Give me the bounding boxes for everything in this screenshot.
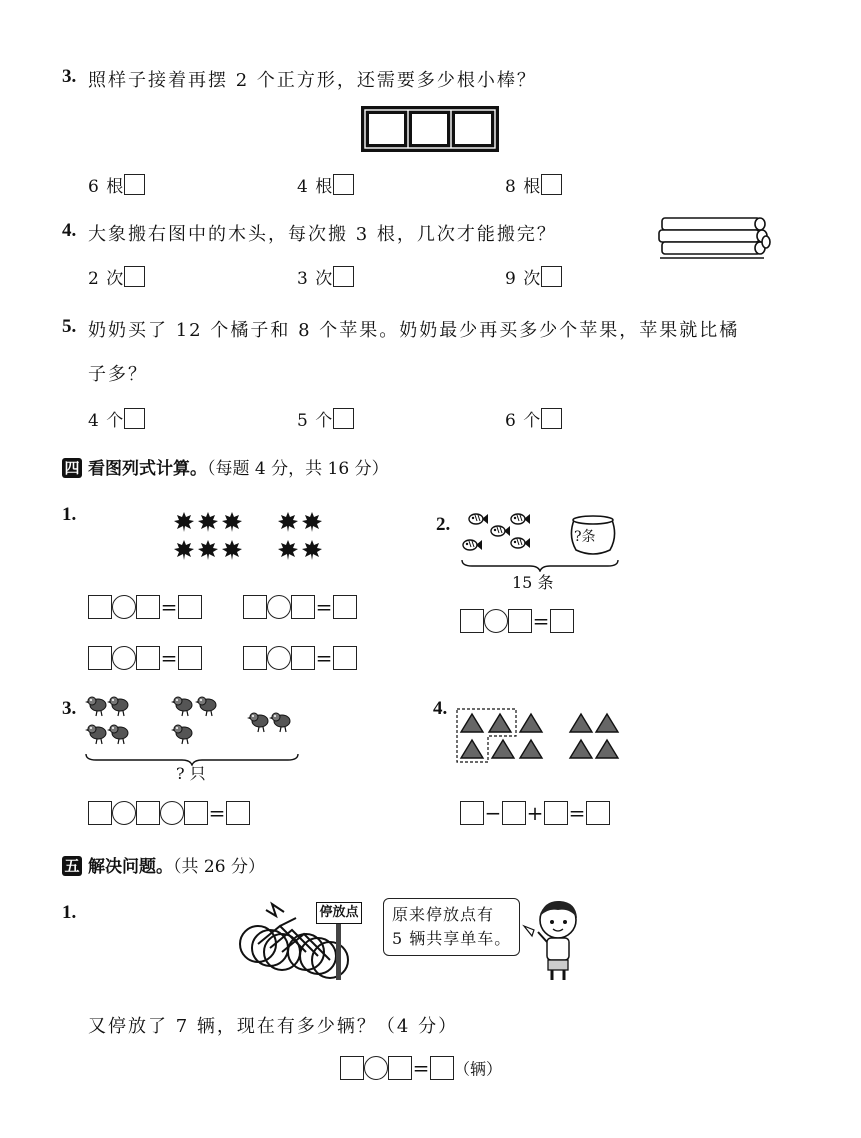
answer-box[interactable] [291,595,315,619]
parking-sign: 停放点 [316,902,362,924]
operator-circle[interactable] [267,646,291,670]
equals-sign: = [315,595,333,619]
answer-box[interactable] [586,801,610,825]
answer-box[interactable] [226,801,250,825]
q4-choice-1: 2 次 [88,264,145,289]
answer-box[interactable] [291,646,315,670]
speech-line-1: 原来停放点有 [392,905,495,924]
answer-box[interactable] [541,266,562,287]
answer-box[interactable] [340,1056,364,1080]
equals-sign: = [315,646,333,670]
s4-p4-number: 4. [433,698,448,719]
section-4-note: （每题 4 分，共 16 分） [207,459,389,479]
q4-choice-2: 3 次 [297,264,354,289]
answer-box[interactable] [333,646,357,670]
answer-box[interactable] [124,266,145,287]
unit-label: （辆） [454,1059,503,1079]
q4-number: 4. [62,220,77,241]
fish-total-label: 15 条 [512,573,554,592]
s4-p1-equation-4 [243,646,357,670]
s5-p1-number: 1. [62,902,77,923]
boy-figure [520,896,590,986]
q3-choice-3: 8 根 [505,172,562,197]
q5-text-line2: 子多？ [88,364,148,385]
s4-p3-number: 3. [62,698,77,719]
speech-bubble [383,898,520,956]
equals-sign: = [160,646,178,670]
fish-jar-label: ?条 [574,529,596,545]
operator-circle[interactable] [484,609,508,633]
equals-sign: = [208,801,226,825]
answer-box[interactable] [136,646,160,670]
section-5-title: 解决问题。 [88,857,173,877]
operator-circle[interactable] [112,801,136,825]
operator-circle[interactable] [112,646,136,670]
q4-text: 大象搬右图中的木头，每次搬 3 根，几次才能搬完？ [88,224,557,245]
operator-circle[interactable] [267,595,291,619]
section-4-badge: 四 [62,458,82,478]
answer-box[interactable] [541,408,562,429]
answer-box[interactable] [541,174,562,195]
answer-box[interactable] [184,801,208,825]
equals-sign: = [160,595,178,619]
operator-circle[interactable] [112,595,136,619]
s5-p1-question: 又停放了 7 辆，现在有多少辆？（4 分） [88,1016,459,1037]
s4-p1-number: 1. [62,504,77,525]
answer-box[interactable] [124,174,145,195]
equals-sign: = [412,1056,430,1080]
speech-line-2: 5 辆共享单车。 [392,929,512,948]
fish-figure [460,510,540,558]
triangles-figure [452,704,624,766]
q5-choice-1: 4 个 [88,406,145,431]
operator-circle[interactable] [364,1056,388,1080]
section-5-badge: 五 [62,856,82,876]
answer-box[interactable] [333,595,357,619]
answer-box[interactable] [178,646,202,670]
q5-text-line1: 奶奶买了 12 个橘子和 8 个苹果。奶奶最少再买多少个苹果，苹果就比橘 [88,320,740,341]
q4-choice-3: 9 次 [505,264,562,289]
answer-box[interactable] [460,801,484,825]
answer-box[interactable] [243,595,267,619]
section-5-heading [62,852,265,877]
s4-p3-equation [88,801,250,825]
q3-number: 3. [62,66,77,87]
answer-box[interactable] [508,609,532,633]
answer-box[interactable] [88,646,112,670]
answer-box[interactable] [88,595,112,619]
s4-p1-equation-1 [88,595,202,619]
answer-box[interactable] [460,609,484,633]
q3-choice-1: 6 根 [88,172,145,197]
answer-box[interactable] [136,801,160,825]
answer-box[interactable] [243,646,267,670]
answer-box[interactable] [388,1056,412,1080]
equals-sign: = [568,801,586,825]
section-4-title: 看图列式计算。 [88,459,207,479]
logs-figure [656,212,772,264]
answer-box[interactable] [550,609,574,633]
answer-box[interactable] [124,408,145,429]
birds-total-label: ? 只 [176,764,206,783]
plus-sign: + [526,801,544,825]
q3-choice-2: 4 根 [297,172,354,197]
minus-sign: − [484,801,502,825]
s4-p2-equation [460,609,574,633]
s4-p4-equation [460,801,610,825]
s4-p2-number: 2. [436,514,451,535]
q5-choice-3: 6 个 [505,406,562,431]
answer-box[interactable] [178,595,202,619]
q5-choice-2: 5 个 [297,406,354,431]
s5-p1-equation [340,1056,502,1080]
parking-sign-post [336,924,341,980]
answer-box[interactable] [430,1056,454,1080]
answer-box[interactable] [333,266,354,287]
section-5-note: （共 26 分） [173,857,265,877]
q5-number: 5. [62,316,77,337]
operator-circle[interactable] [160,801,184,825]
s4-p1-equation-3 [88,646,202,670]
matchstick-squares-figure [360,105,500,153]
answer-box[interactable] [333,408,354,429]
answer-box[interactable] [333,174,354,195]
answer-box[interactable] [502,801,526,825]
answer-box[interactable] [544,801,568,825]
s4-p1-equation-2 [243,595,357,619]
maple-leaves-figure [170,510,330,566]
section-4-heading [62,454,389,479]
q3-text: 照样子接着再摆 2 个正方形，还需要多少根小棒？ [88,70,537,91]
answer-box[interactable] [88,801,112,825]
equals-sign: = [532,609,550,633]
birds-figure [82,694,304,752]
answer-box[interactable] [136,595,160,619]
